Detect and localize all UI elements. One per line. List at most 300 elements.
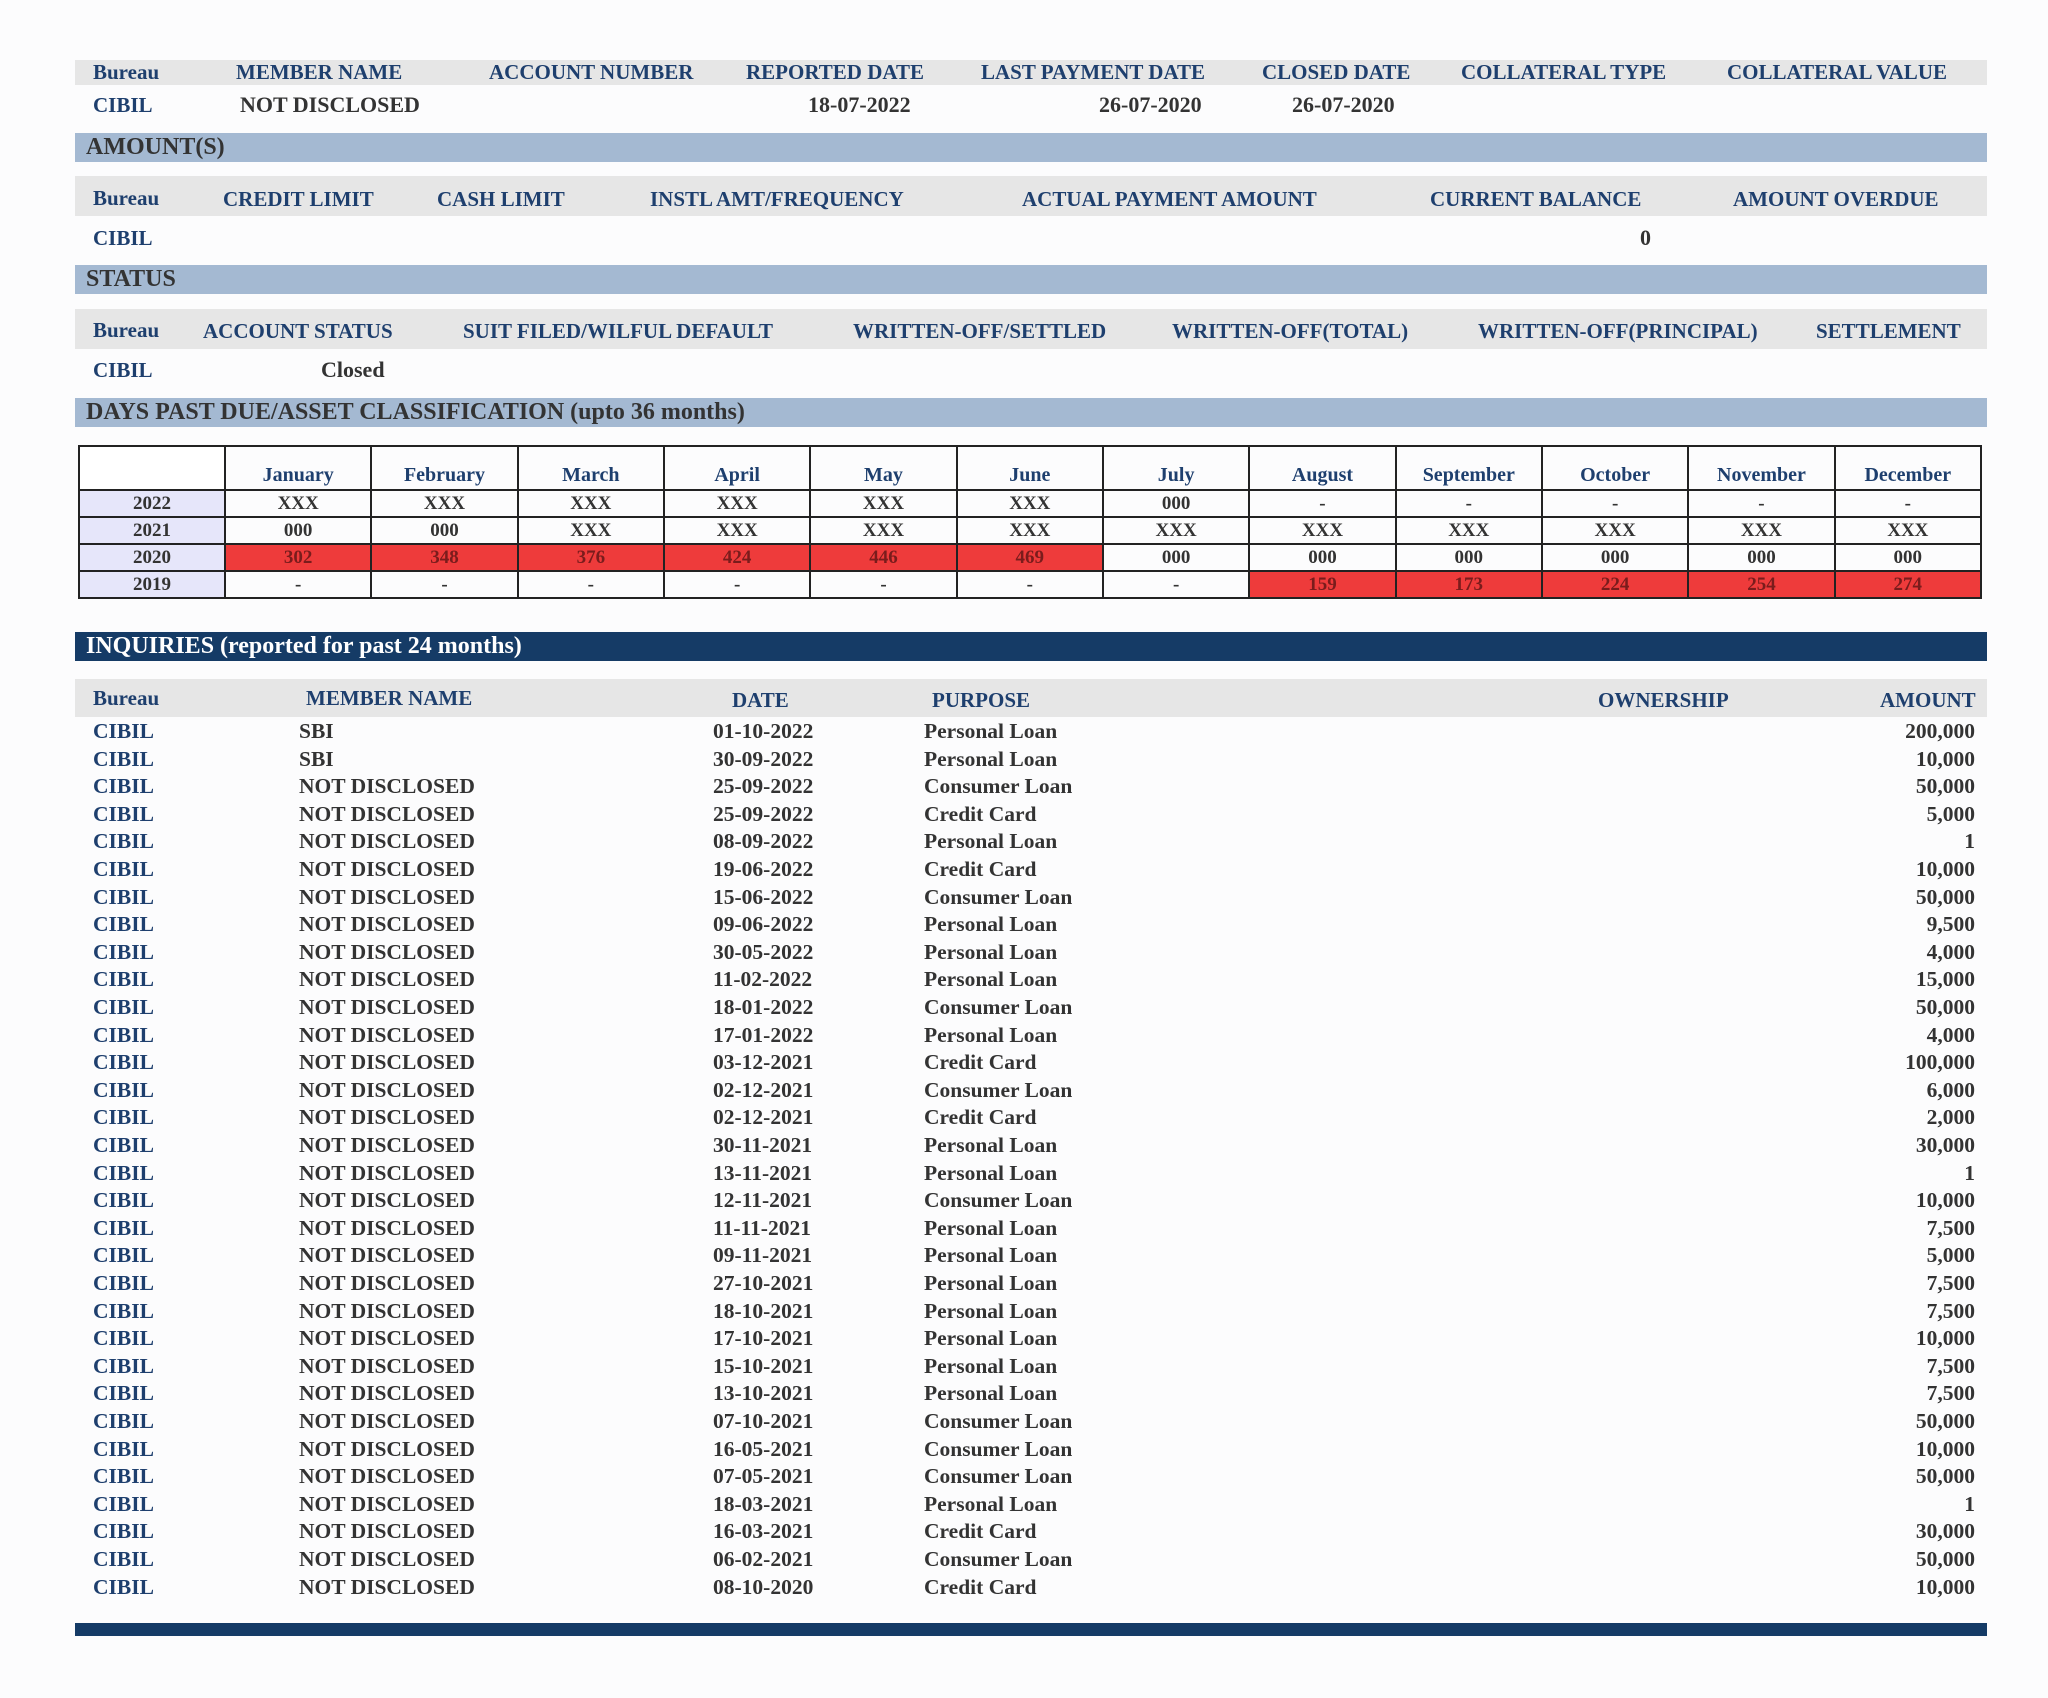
inq-bureau: CIBIL [93, 1326, 154, 1351]
inq-amount: 1 [1964, 829, 1975, 854]
inq-date: 01-10-2022 [713, 719, 814, 743]
inq-date: 25-09-2022 [713, 801, 814, 826]
inq-member-name: NOT DISCLOSED [299, 1381, 475, 1406]
inq-purpose: Consumer Loan [924, 1188, 1073, 1213]
acct-col-reported-date: REPORTED DATE [746, 60, 924, 84]
inq-date: 30-09-2022 [713, 746, 814, 771]
inq-purpose: Personal Loan [924, 1353, 1058, 1378]
inq-col-ownership: OWNERSHIP [1598, 688, 1729, 712]
inq-col-amount: AMOUNT [1880, 688, 1976, 712]
inq-amount: 30,000 [1915, 1519, 1975, 1544]
dpd-cell: - [810, 571, 956, 598]
inq-purpose: Personal Loan [924, 746, 1058, 771]
inq-bureau: CIBIL [93, 1547, 154, 1571]
dpd-cell: - [1249, 490, 1395, 517]
dpd-year-cell: 2020 [79, 544, 225, 571]
inq-amount: 1 [1964, 1160, 1975, 1185]
inq-bureau: CIBIL [93, 939, 154, 964]
dpd-cell: 000 [225, 517, 371, 544]
inq-member-name: NOT DISCLOSED [299, 1215, 475, 1240]
dpd-cell: - [957, 571, 1103, 598]
inq-amount: 10,000 [1915, 1188, 1975, 1213]
inquiry-row [0, 1133, 2048, 1161]
inq-date: 15-06-2022 [713, 884, 814, 909]
inq-date: 18-03-2021 [713, 1491, 814, 1516]
inq-amount: 200,000 [1905, 719, 1975, 743]
dpd-row-2019 [79, 571, 1981, 598]
inq-purpose: Credit Card [924, 857, 1037, 881]
dpd-month-february: February [371, 446, 517, 490]
bottom-rule [75, 1623, 1987, 1636]
dpd-grid [78, 445, 1982, 599]
dpd-month-october: October [1542, 446, 1688, 490]
inq-member-name: NOT DISCLOSED [299, 912, 475, 937]
dpd-cell: XXX [225, 490, 371, 517]
inq-member-name: SBI [299, 746, 334, 771]
inq-date: 12-11-2021 [713, 1188, 813, 1213]
inq-amount: 5,000 [1926, 801, 1975, 826]
inq-member-name: NOT DISCLOSED [299, 1105, 475, 1130]
inq-purpose: Personal Loan [924, 967, 1058, 992]
inq-member-name: NOT DISCLOSED [299, 995, 475, 1019]
inq-amount: 50,000 [1915, 1409, 1975, 1433]
inq-bureau: CIBIL [93, 1050, 154, 1075]
amt-col-actual-payment: ACTUAL PAYMENT AMOUNT [1022, 187, 1317, 211]
inq-purpose: Personal Loan [924, 1133, 1058, 1157]
inq-amount: 10,000 [1915, 1436, 1975, 1461]
inq-bureau: CIBIL [93, 912, 154, 937]
inq-amount: 9,500 [1926, 912, 1975, 937]
dpd-cell: - [225, 571, 371, 598]
inq-amount: 50,000 [1915, 774, 1975, 799]
inq-member-name: NOT DISCLOSED [299, 1464, 475, 1489]
inq-amount: 15,000 [1915, 967, 1975, 992]
inq-amount: 7,500 [1926, 1381, 1975, 1406]
dpd-row-2022 [79, 490, 1981, 517]
inq-amount: 7,500 [1926, 1215, 1975, 1240]
amt-col-credit-limit: CREDIT LIMIT [223, 187, 374, 211]
dpd-cell: XXX [1396, 517, 1542, 544]
inq-col-bureau: Bureau [93, 686, 160, 710]
acct-col-collateral-type: COLLATERAL TYPE [1461, 60, 1667, 84]
dpd-cell: 000 [1835, 544, 1981, 571]
inq-amount: 7,500 [1926, 1298, 1975, 1323]
inq-member-name: NOT DISCLOSED [299, 1271, 475, 1295]
inq-member-name: NOT DISCLOSED [299, 1243, 475, 1268]
inquiry-row [0, 1271, 2048, 1299]
dpd-cell: XXX [1835, 517, 1981, 544]
inq-member-name: NOT DISCLOSED [299, 967, 475, 992]
inq-purpose: Personal Loan [924, 912, 1058, 937]
acct-col-closed-date: CLOSED DATE [1262, 60, 1411, 84]
inq-amount: 5,000 [1926, 1243, 1975, 1268]
inq-member-name: NOT DISCLOSED [299, 1050, 475, 1075]
dpd-cell: XXX [810, 517, 956, 544]
dpd-cell: 000 [1396, 544, 1542, 571]
inq-bureau: CIBIL [93, 857, 154, 881]
inq-purpose: Personal Loan [924, 1326, 1058, 1351]
inq-member-name: NOT DISCLOSED [299, 1326, 475, 1351]
inquiry-row [0, 1023, 2048, 1051]
inq-date: 11-02-2022 [713, 967, 813, 992]
amt-col-instl-amt: INSTL AMT/FREQUENCY [650, 187, 904, 211]
inq-member-name: NOT DISCLOSED [299, 1409, 475, 1433]
inq-date: 15-10-2021 [713, 1353, 814, 1378]
inquiry-row [0, 1299, 2048, 1327]
inq-bureau: CIBIL [93, 1160, 154, 1185]
dpd-cell: 224 [1542, 571, 1688, 598]
dpd-month-august: August [1249, 446, 1395, 490]
inquiry-row [0, 1519, 2048, 1547]
amt-col-cash-limit: CASH LIMIT [437, 187, 565, 211]
inq-amount: 10,000 [1915, 857, 1975, 881]
inq-purpose: Credit Card [924, 1574, 1037, 1599]
inq-bureau: CIBIL [93, 1519, 154, 1544]
inq-date: 09-06-2022 [713, 912, 814, 937]
status-col-written-off-settled: WRITTEN-OFF/SETTLED [853, 319, 1107, 343]
inquiry-row [0, 1437, 2048, 1465]
dpd-cell: 159 [1249, 571, 1395, 598]
inq-bureau: CIBIL [93, 1215, 154, 1240]
inq-purpose: Personal Loan [924, 939, 1058, 964]
inq-amount: 6,000 [1926, 1077, 1975, 1102]
inq-date: 03-12-2021 [713, 1050, 814, 1075]
inq-purpose: Consumer Loan [924, 774, 1073, 799]
inq-amount: 1 [1964, 1491, 1975, 1516]
inq-member-name: NOT DISCLOSED [299, 801, 475, 826]
inq-bureau: CIBIL [93, 1188, 154, 1213]
dpd-cell: 173 [1396, 571, 1542, 598]
inq-purpose: Consumer Loan [924, 1436, 1073, 1461]
acct-col-last-payment-date: LAST PAYMENT DATE [981, 60, 1206, 84]
inq-bureau: CIBIL [93, 801, 154, 826]
inq-member-name: SBI [299, 719, 334, 743]
dpd-cell: 254 [1688, 571, 1834, 598]
inq-purpose: Credit Card [924, 1519, 1037, 1544]
inq-bureau: CIBIL [93, 1381, 154, 1406]
inq-col-purpose: PURPOSE [932, 688, 1031, 712]
inq-purpose: Personal Loan [924, 1215, 1058, 1240]
inq-date: 25-09-2022 [713, 774, 814, 799]
inq-bureau: CIBIL [93, 1133, 154, 1157]
inq-member-name: NOT DISCLOSED [299, 829, 475, 854]
inquiry-row [0, 995, 2048, 1023]
inq-bureau: CIBIL [93, 1353, 154, 1378]
dpd-cell: 000 [1249, 544, 1395, 571]
inq-amount: 10,000 [1915, 746, 1975, 771]
inq-amount: 50,000 [1915, 1547, 1975, 1571]
inq-member-name: NOT DISCLOSED [299, 1519, 475, 1544]
amt-col-current-balance: CURRENT BALANCE [1430, 187, 1642, 211]
inquiry-row [0, 857, 2048, 885]
dpd-month-december: December [1835, 446, 1981, 490]
inq-purpose: Consumer Loan [924, 1409, 1073, 1433]
acct-col-account-number: ACCOUNT NUMBER [489, 60, 694, 84]
dpd-cell: XXX [810, 490, 956, 517]
amt-bureau-value: CIBIL [93, 226, 153, 250]
inq-member-name: NOT DISCLOSED [299, 1491, 475, 1516]
inq-date: 07-10-2021 [713, 1409, 814, 1433]
inq-bureau: CIBIL [93, 995, 154, 1019]
inq-date: 16-03-2021 [713, 1519, 814, 1544]
inq-bureau: CIBIL [93, 1243, 154, 1268]
inq-bureau: CIBIL [93, 1409, 154, 1433]
dpd-cell: XXX [664, 517, 810, 544]
inq-bureau: CIBIL [93, 1298, 154, 1323]
dpd-cell: - [1396, 490, 1542, 517]
dpd-cell: XXX [1103, 517, 1249, 544]
inq-date: 17-10-2021 [713, 1326, 814, 1351]
inq-date: 07-05-2021 [713, 1464, 814, 1489]
status-col-written-off-total: WRITTEN-OFF(TOTAL) [1172, 319, 1409, 343]
acct-col-member-name: MEMBER NAME [236, 60, 403, 84]
inq-member-name: NOT DISCLOSED [299, 1353, 475, 1378]
inq-date: 06-02-2021 [713, 1547, 814, 1571]
inq-bureau: CIBIL [93, 746, 154, 771]
dpd-cell: 469 [957, 544, 1103, 571]
inq-member-name: NOT DISCLOSED [299, 939, 475, 964]
dpd-cell: 376 [518, 544, 664, 571]
status-col-written-off-principal: WRITTEN-OFF(PRINCIPAL) [1478, 319, 1758, 343]
inq-member-name: NOT DISCLOSED [299, 774, 475, 799]
inq-amount: 2,000 [1926, 1105, 1975, 1130]
inq-bureau: CIBIL [93, 967, 154, 992]
inq-date: 19-06-2022 [713, 857, 814, 881]
dpd-cell: - [1688, 490, 1834, 517]
inq-date: 11-11-2021 [713, 1215, 811, 1240]
dpd-cell: XXX [1542, 517, 1688, 544]
dpd-cell: 446 [810, 544, 956, 571]
inquiry-row [0, 1464, 2048, 1492]
inq-date: 02-12-2021 [713, 1105, 814, 1130]
inq-member-name: NOT DISCLOSED [299, 1298, 475, 1323]
inq-bureau: CIBIL [93, 719, 154, 743]
dpd-cell: XXX [664, 490, 810, 517]
inq-member-name: NOT DISCLOSED [299, 1188, 475, 1213]
inq-bureau: CIBIL [93, 884, 154, 909]
dpd-row-2020 [79, 544, 1981, 571]
inquiry-row [0, 1105, 2048, 1133]
inq-purpose: Consumer Loan [924, 1547, 1073, 1571]
dpd-cell: XXX [518, 517, 664, 544]
dpd-cell: 000 [371, 517, 517, 544]
dpd-month-june: June [957, 446, 1103, 490]
inq-purpose: Credit Card [924, 801, 1037, 826]
inquiry-row [0, 802, 2048, 830]
inq-amount: 10,000 [1915, 1326, 1975, 1351]
inq-purpose: Credit Card [924, 1105, 1037, 1130]
dpd-cell: 302 [225, 544, 371, 571]
inquiry-row [0, 912, 2048, 940]
inquiry-row [0, 1547, 2048, 1575]
status-account-status-value: Closed [321, 357, 385, 382]
status-col-settlement: SETTLEMENT [1816, 319, 1961, 343]
inq-amount: 4,000 [1926, 1022, 1975, 1047]
dpd-cell: 274 [1835, 571, 1981, 598]
dpd-cell: - [1542, 490, 1688, 517]
inquiry-row [0, 829, 2048, 857]
inq-amount: 7,500 [1926, 1353, 1975, 1378]
inquiry-row [0, 1078, 2048, 1106]
dpd-year-cell: 2022 [79, 490, 225, 517]
dpd-row-2021 [79, 517, 1981, 544]
inq-member-name: NOT DISCLOSED [299, 857, 475, 881]
inq-purpose: Personal Loan [924, 719, 1058, 743]
inq-member-name: NOT DISCLOSED [299, 1436, 475, 1461]
inq-date: 08-10-2020 [713, 1574, 814, 1599]
inq-purpose: Personal Loan [924, 1381, 1058, 1406]
dpd-cell: 424 [664, 544, 810, 571]
inq-date: 18-01-2022 [713, 995, 814, 1019]
dpd-month-november: November [1688, 446, 1834, 490]
amounts-section-title: AMOUNT(S) [75, 133, 1987, 162]
inquiry-row [0, 747, 2048, 775]
inq-date: 16-05-2021 [713, 1436, 814, 1461]
inq-member-name: NOT DISCLOSED [299, 1574, 475, 1599]
inq-purpose: Consumer Loan [924, 1077, 1073, 1102]
inq-purpose: Personal Loan [924, 1022, 1058, 1047]
dpd-cell: - [1835, 490, 1981, 517]
inq-member-name: NOT DISCLOSED [299, 1133, 475, 1157]
inquiry-row [0, 1409, 2048, 1437]
inquiry-row [0, 967, 2048, 995]
acct-bureau-value: CIBIL [93, 93, 153, 117]
inquiry-row [0, 1381, 2048, 1409]
inquiries-section-title: INQUIRIES (reported for past 24 months) [75, 632, 1987, 661]
amt-col-bureau: Bureau [93, 186, 160, 210]
inq-bureau: CIBIL [93, 1436, 154, 1461]
inq-bureau: CIBIL [93, 1271, 154, 1295]
inquiry-row [0, 1188, 2048, 1216]
inq-purpose: Consumer Loan [924, 884, 1073, 909]
inq-date: 30-11-2021 [713, 1133, 813, 1157]
inq-bureau: CIBIL [93, 774, 154, 799]
acct-last-payment-date-value: 26-07-2020 [1099, 92, 1202, 117]
dpd-cell: XXX [1688, 517, 1834, 544]
acct-reported-date-value: 18-07-2022 [808, 92, 911, 117]
status-col-suit-filed: SUIT FILED/WILFUL DEFAULT [463, 319, 774, 343]
dpd-cell: XXX [957, 490, 1103, 517]
inq-bureau: CIBIL [93, 829, 154, 854]
acct-col-collateral-value: COLLATERAL VALUE [1727, 60, 1947, 84]
inq-date: 09-11-2021 [713, 1243, 813, 1268]
dpd-cell: - [518, 571, 664, 598]
dpd-cell: - [1103, 571, 1249, 598]
inquiry-row [0, 1050, 2048, 1078]
inquiry-row [0, 1354, 2048, 1382]
inq-amount: 30,000 [1915, 1133, 1975, 1157]
inq-bureau: CIBIL [93, 1574, 154, 1599]
inq-purpose: Personal Loan [924, 1160, 1058, 1185]
inq-bureau: CIBIL [93, 1022, 154, 1047]
inq-date: 13-11-2021 [713, 1160, 813, 1185]
inq-purpose: Consumer Loan [924, 1464, 1073, 1489]
dpd-cell: XXX [957, 517, 1103, 544]
inq-member-name: NOT DISCLOSED [299, 884, 475, 909]
inq-date: 27-10-2021 [713, 1271, 814, 1295]
inquiry-row [0, 1575, 2048, 1603]
inq-member-name: NOT DISCLOSED [299, 1022, 475, 1047]
inq-purpose: Personal Loan [924, 1298, 1058, 1323]
dpd-header-row [79, 446, 1981, 490]
inq-purpose: Credit Card [924, 1050, 1037, 1075]
acct-member-name-value: NOT DISCLOSED [240, 92, 420, 117]
inq-date: 02-12-2021 [713, 1077, 814, 1102]
inquiry-row [0, 1161, 2048, 1189]
inq-col-member-name: MEMBER NAME [306, 686, 473, 710]
inq-amount: 50,000 [1915, 1464, 1975, 1489]
inq-date: 18-10-2021 [713, 1298, 814, 1323]
acct-col-bureau: Bureau [93, 60, 160, 84]
inq-purpose: Personal Loan [924, 829, 1058, 854]
dpd-cell: 000 [1103, 490, 1249, 517]
inquiry-row [0, 1216, 2048, 1244]
inq-amount: 4,000 [1926, 939, 1975, 964]
dpd-corner-cell [79, 446, 225, 490]
dpd-month-july: July [1103, 446, 1249, 490]
status-section-title: STATUS [75, 265, 1987, 294]
dpd-cell: 000 [1542, 544, 1688, 571]
status-col-account-status: ACCOUNT STATUS [203, 319, 393, 343]
inq-amount: 7,500 [1926, 1271, 1975, 1295]
inq-purpose: Personal Loan [924, 1491, 1058, 1516]
inq-member-name: NOT DISCLOSED [299, 1160, 475, 1185]
dpd-month-april: April [664, 446, 810, 490]
inquiry-row [0, 1492, 2048, 1520]
inq-amount: 10,000 [1915, 1574, 1975, 1599]
dpd-year-cell: 2021 [79, 517, 225, 544]
dpd-month-march: March [518, 446, 664, 490]
dpd-section-title: DAYS PAST DUE/ASSET CLASSIFICATION (upto 36 months) [75, 398, 1987, 427]
inquiry-row [0, 885, 2048, 913]
inquiry-row [0, 940, 2048, 968]
amt-current-balance-value: 0 [1640, 225, 1651, 250]
dpd-cell: XXX [518, 490, 664, 517]
status-col-bureau: Bureau [93, 318, 160, 342]
inq-date: 30-05-2022 [713, 939, 814, 964]
dpd-cell: - [664, 571, 810, 598]
inq-member-name: NOT DISCLOSED [299, 1077, 475, 1102]
dpd-month-may: May [810, 446, 956, 490]
dpd-year-cell: 2019 [79, 571, 225, 598]
inq-bureau: CIBIL [93, 1491, 154, 1516]
dpd-cell: 348 [371, 544, 517, 571]
dpd-cell: - [371, 571, 517, 598]
dpd-month-september: September [1396, 446, 1542, 490]
inq-purpose: Personal Loan [924, 1271, 1058, 1295]
inq-bureau: CIBIL [93, 1464, 154, 1489]
dpd-cell: 000 [1688, 544, 1834, 571]
inq-date: 13-10-2021 [713, 1381, 814, 1406]
inq-amount: 100,000 [1905, 1050, 1975, 1075]
inq-bureau: CIBIL [93, 1077, 154, 1102]
dpd-cell: XXX [371, 490, 517, 517]
inq-amount: 50,000 [1915, 884, 1975, 909]
dpd-cell: 000 [1103, 544, 1249, 571]
inquiry-row [0, 1243, 2048, 1271]
inq-date: 17-01-2022 [713, 1022, 814, 1047]
inquiry-row [0, 1326, 2048, 1354]
amt-col-amount-overdue: AMOUNT OVERDUE [1733, 187, 1939, 211]
acct-closed-date-value: 26-07-2020 [1292, 92, 1395, 117]
inq-amount: 50,000 [1915, 995, 1975, 1019]
dpd-month-january: January [225, 446, 371, 490]
status-bureau-value: CIBIL [93, 358, 153, 382]
inq-member-name: NOT DISCLOSED [299, 1547, 475, 1571]
inq-date: 08-09-2022 [713, 829, 814, 854]
inquiry-row [0, 719, 2048, 747]
inq-purpose: Consumer Loan [924, 995, 1073, 1019]
